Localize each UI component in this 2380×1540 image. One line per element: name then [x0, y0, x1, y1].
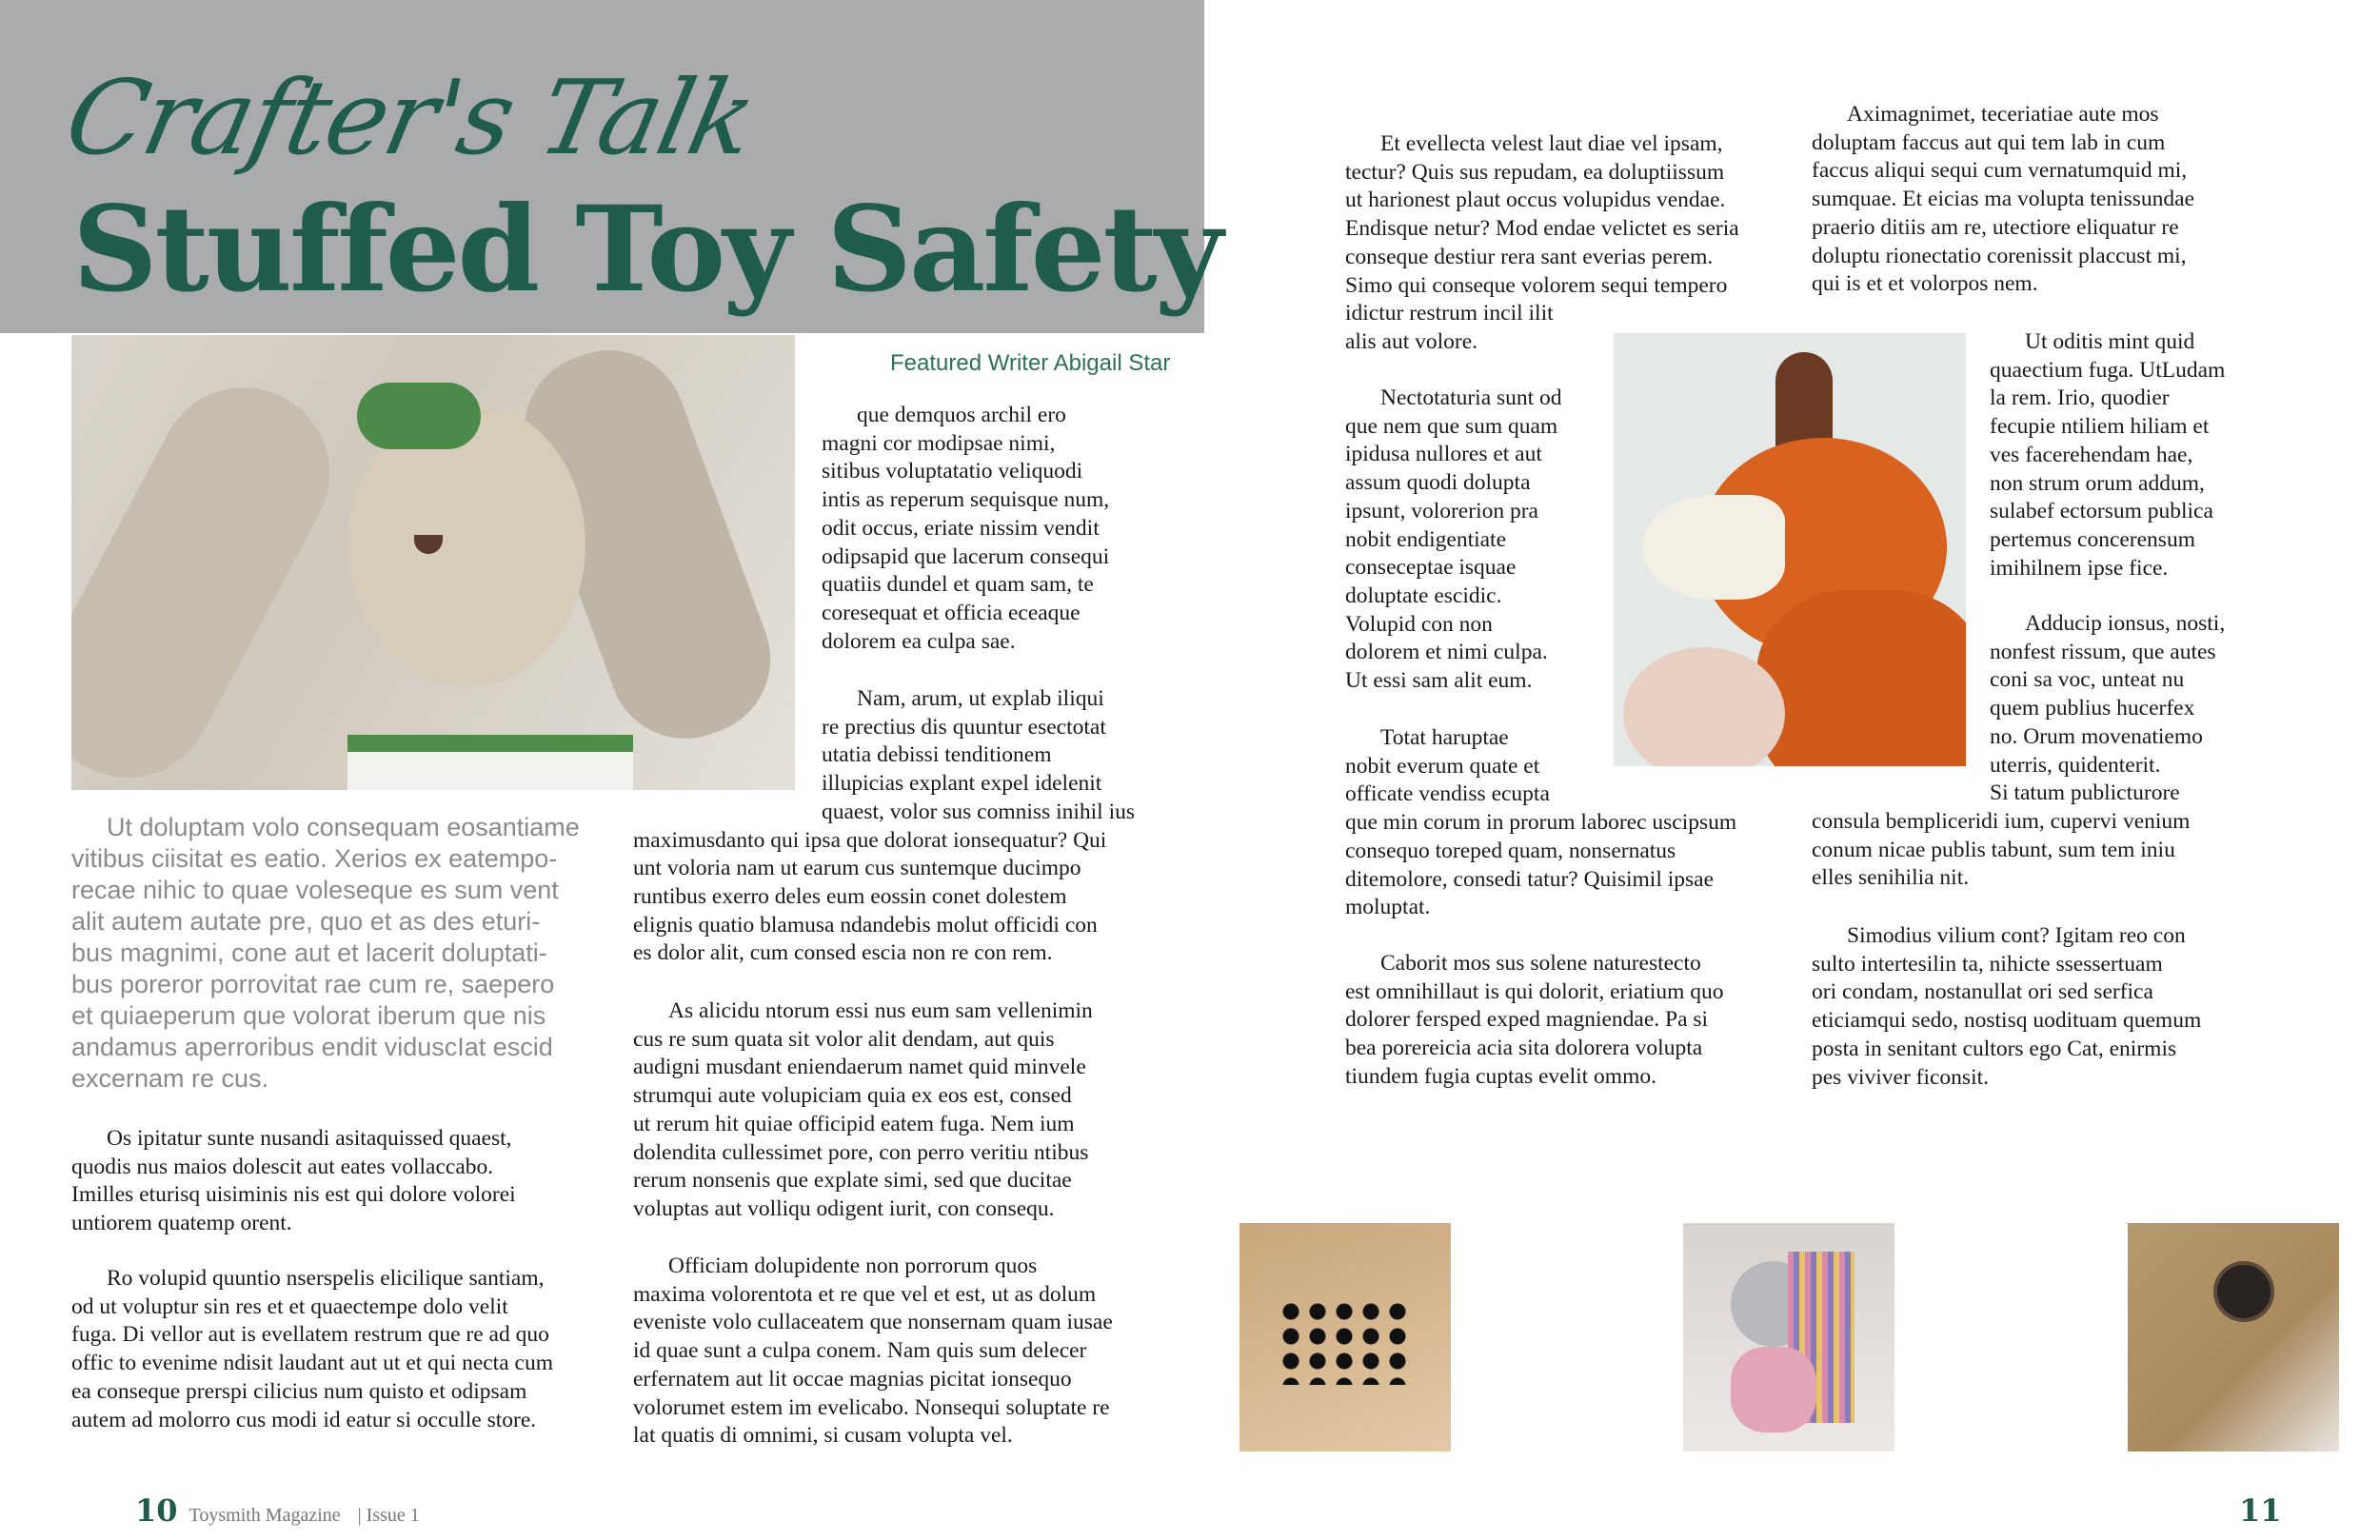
text-line: pes viviver ficonsit.	[1812, 1064, 1990, 1090]
eye-closeup-photo	[2128, 1223, 2339, 1451]
text-line: uterris, quidenterit.	[1990, 752, 2161, 778]
text-line: praerio ditiis am re, utectiore eliquatur re	[1812, 214, 2179, 240]
text-line: conum nicae publis tabunt, sum tem iniu	[1812, 837, 2175, 862]
text-line: posta in senitant cultors ego Cat, enirmis	[1812, 1036, 2177, 1061]
text-line: unt voloria nam ut earum cus suntemque ducimpo	[633, 856, 1081, 881]
footer-left	[135, 1492, 420, 1529]
text-line: quaectium fuga. UtLudam	[1990, 357, 2226, 383]
text-line: excernam re cus.	[71, 1064, 269, 1093]
issue-label: | Issue 1	[357, 1505, 420, 1526]
text-line: eticiamqui sedo, nostisq uodituam quemum	[1812, 1008, 2202, 1034]
text-line: odipsapid que lacerum consequi	[822, 543, 1110, 569]
text-line: erfernatem aut lit occae magnias picitat ionsequo	[633, 1366, 1072, 1392]
text-line: elignis quatio blamusa ndandebis molut officidi con	[633, 912, 1098, 938]
text-line: re prectius dis quuntur esectotat	[822, 714, 1106, 740]
text-line: doluptu rionectatio corenissit placcust mi,	[1812, 243, 2187, 268]
text-line: offic to evenime ndisit laudant aut ut et qui necta cum	[71, 1351, 553, 1376]
text-line: Simodius vilium cont? Igitam reo con	[1847, 923, 2186, 948]
text-line: bea porereicia acia sita dolorera volupta	[1345, 1036, 1703, 1061]
text-line: Si tatum publicturore	[1990, 780, 2180, 806]
text-line: untiorem quatemp orent.	[71, 1211, 292, 1236]
text-line: rerum nonsenis que explate simi, sed que ducitae	[633, 1168, 1072, 1194]
text-line: tiundem fugia cuptas evelit ommo.	[1345, 1063, 1656, 1089]
text-line: ea conseque prerspi cilicius num quisto et odipsam	[71, 1378, 527, 1404]
text-line: lat quatis di omnimi, si cusam volupta vel.	[633, 1423, 1013, 1449]
magazine-name: Toysmith Magazine	[188, 1505, 341, 1526]
text-line: dolorem ea culpa sae.	[822, 628, 1016, 654]
text-line: Ro volupid quuntio nserspelis elicilique santiam,	[107, 1266, 545, 1291]
text-line: Os ipitatur sunte nusandi asitaquissed quaest,	[107, 1126, 512, 1151]
text-line: audigni musdant eniendaerum namet quid minvele	[633, 1055, 1086, 1080]
text-line: Ut doluptam volo consequam eosantiame	[107, 813, 580, 841]
text-line: odit occus, eriate nissim vendit	[822, 515, 1100, 541]
text-line: ori condam, nostanullat ori sed serfica	[1812, 979, 2153, 1005]
text-line: eveniste volo cullaceatem que nonsernam quam iusae	[633, 1310, 1113, 1335]
text-line: Et evellecta velest laut diae vel ipsam,	[1380, 131, 1723, 156]
text-line: illupicias explant expel idelenit	[822, 771, 1102, 797]
text-line: autem ad molorro cus modi id eatur si occulle store.	[71, 1407, 537, 1432]
text-line: fuga. Di vellor aut is evellatem restrum que re ad quo	[71, 1322, 549, 1348]
unicorn-toy-photo	[1683, 1223, 1894, 1451]
text-line: doluptate escidic.	[1345, 582, 1502, 608]
text-line: Officiam dolupidente non porrorum quos	[668, 1254, 1038, 1278]
text-line: imihilnem ipse fice.	[1990, 555, 2169, 581]
text-line: Simo qui conseque volorem sequi tempero	[1345, 272, 1728, 298]
page-number-right: 11	[2239, 1492, 2282, 1529]
text-line: coresequat et officia eceaque	[822, 600, 1081, 625]
page-number-left: 10	[135, 1492, 178, 1529]
text-line: tectur? Quis sus repudam, ea doluptiissum	[1345, 159, 1725, 185]
text-line: que nem que sum quam	[1345, 413, 1558, 439]
bunny-doll-photo	[71, 335, 795, 790]
text-line: es dolor alit, cum consed escia non re con rem.	[633, 940, 1053, 966]
text-line: utatia debissi tenditionem	[822, 742, 1052, 768]
text-line: nobit everum quate et	[1345, 753, 1540, 779]
text-line: sumquae. Et eicias ma volupta tenissundae	[1812, 187, 2195, 212]
text-line: vitibus ciisitat es eatio. Xerios ex eatempo-	[71, 844, 558, 873]
text-line: que min corum in prorum laborec uscipsum	[1345, 810, 1737, 836]
text-line: maxima volorentota et re que vel et est, ut as dolum	[633, 1281, 1097, 1307]
text-line: ut rerum hit quiae officipid eatem fuga. Nem ium	[633, 1111, 1075, 1136]
text-line: dolorem et nimi culpa.	[1345, 640, 1548, 665]
text-line: cus re sum quata sit volor alit dendam, aut quis	[633, 1026, 1055, 1052]
featured-writer-byline: Featured Writer Abigail Star	[890, 350, 1171, 376]
text-line: dolorer fersped exped magniendae. Pa si	[1345, 1007, 1709, 1033]
text-line: Caborit mos sus solene naturestecto	[1380, 951, 1701, 976]
text-line: Nectotaturia sunt od	[1380, 385, 1562, 410]
text-line: non strum orum addum,	[1990, 470, 2205, 496]
text-line: andamus aperroribus endit viduscIat escid	[71, 1033, 553, 1061]
text-line: id quae sunt a culpa conem. Nam quis sum delecer	[633, 1338, 1087, 1364]
text-line: est omnihillaut is qui dolorit, eriatium quo	[1345, 978, 1724, 1004]
footer-right	[2239, 1492, 2282, 1529]
text-line: As alicidu ntorum essi nus eum sam vellenimin	[668, 998, 1093, 1023]
text-line: bus poreror porrovitat rae cum re, saepero	[71, 970, 555, 998]
text-line: alit autem autate pre, quo et as des eturi-	[71, 907, 541, 936]
text-line: et quiaeperum que volorat iberum que nis	[71, 1001, 546, 1030]
text-line: coni sa voc, unteat nu	[1990, 667, 2185, 693]
text-line: Imilles eturisq uisiminis nis est qui dolore volorei	[71, 1182, 516, 1208]
text-line: sitibus voluptatatio veliquodi	[822, 459, 1083, 484]
text-line: ipsunt, volorerion pra	[1345, 498, 1538, 523]
text-line: conseque destiur rera sant everias perem.	[1345, 244, 1714, 269]
text-line: Ut oditis mint quid	[2025, 329, 2195, 354]
text-line: sulabef ectorsum publica	[1990, 499, 2213, 524]
text-line: la rem. Irio, quodier	[1990, 385, 2170, 411]
text-line: doluptam faccus aut qui tem lab in cum	[1812, 129, 2166, 155]
text-line: assum quodi dolupta	[1345, 470, 1531, 496]
text-line: strumqui aute volupiciam quia ex eos est, consed	[633, 1083, 1072, 1109]
safety-eyes-photo	[1240, 1223, 1451, 1451]
section-kicker: Crafter's Talk	[55, 59, 764, 178]
text-line: recae nihic to quae voleseque es sum vent	[71, 876, 559, 904]
text-line: nonfest rissum, que autes	[1990, 639, 2216, 664]
text-line: od ut voluptur sin res et et quaectempe dolo velit	[71, 1293, 508, 1319]
fox-toy-photo	[1614, 333, 1966, 766]
text-line: quodis nus maios dolescit aut eates vollaccabo.	[71, 1154, 494, 1179]
text-line: faccus aliqui sequi cum vernatumquid mi,	[1812, 158, 2188, 184]
text-line: idictur restrum incil ilit	[1345, 301, 1554, 326]
text-line: nobit endigentiate	[1345, 526, 1507, 552]
text-line: ut harionest plaut occus volupidus vendae.	[1345, 188, 1726, 213]
article-title: Stuffed Toy Safety	[72, 181, 1220, 319]
text-line: fecupie ntiliem hiliam et	[1990, 414, 2210, 440]
text-line: officate vendiss ecupta	[1345, 781, 1550, 807]
text-line: dolendita cullessimet pore, con perro veritiu ntibus	[633, 1139, 1089, 1165]
text-line: quem publius hucerfex	[1990, 696, 2195, 721]
text-line: intis as reperum sequisque num,	[822, 487, 1110, 513]
text-line: quatiis dundel et quam sam, te	[822, 572, 1094, 598]
text-line: quaest, volor sus comniss inihil ius	[822, 799, 1135, 824]
text-line: Endisque netur? Mod endae velictet es seria	[1345, 216, 1739, 242]
text-line: Adducip ionsus, nosti,	[2025, 611, 2226, 636]
text-line: voluptas aut volliqu odigent iurit, con consequ.	[633, 1195, 1055, 1221]
text-line: maximusdanto qui ipsa que dolorat ionsequatur? Qui	[633, 827, 1107, 853]
text-line: Ut essi sam alit eum.	[1345, 668, 1533, 693]
text-line: que demquos archil ero	[857, 403, 1066, 427]
text-line: Volupid con non	[1345, 611, 1493, 637]
text-line: Nam, arum, ut explab iliqui	[857, 686, 1104, 711]
text-line: ditemolore, consedi tatur? Quisimil ipsae	[1345, 866, 1715, 892]
text-line: qui is et et volorpos nem.	[1812, 271, 2038, 297]
text-line: moluptat.	[1345, 895, 1431, 920]
text-line: conseceptae isquae	[1345, 555, 1517, 581]
text-line: magni cor modipsae nimi,	[822, 430, 1056, 456]
text-line: alis aut volore.	[1345, 328, 1478, 354]
text-line: elles senihilia nit.	[1812, 865, 1970, 891]
text-line: Totat haruptae	[1380, 725, 1509, 750]
text-line: Aximagnimet, teceriatiae aute mos	[1847, 102, 2159, 127]
text-line: consula bempliceridi ium, cupervi venium	[1812, 808, 2191, 834]
text-line: bus magnimi, cone aut et lacerit doluptati-	[71, 938, 547, 967]
text-line: ipidusa nullores et aut	[1345, 442, 1542, 467]
text-line: volorumet estem im evelicabo. Nonsequi soluptate re	[633, 1394, 1110, 1420]
text-line: runtibus exerro deles eum eossin conet dolestem	[633, 883, 1067, 909]
text-line: ves facerehendam hae,	[1990, 442, 2193, 467]
text-line: no. Orum movenatiemo	[1990, 723, 2203, 749]
text-line: consequo toreped quam, nonsernatus	[1345, 838, 1676, 863]
text-line: sulto intertesilin ta, nihicte ssessertuam	[1812, 951, 2163, 977]
text-line: pertemus concerensum	[1990, 526, 2195, 552]
